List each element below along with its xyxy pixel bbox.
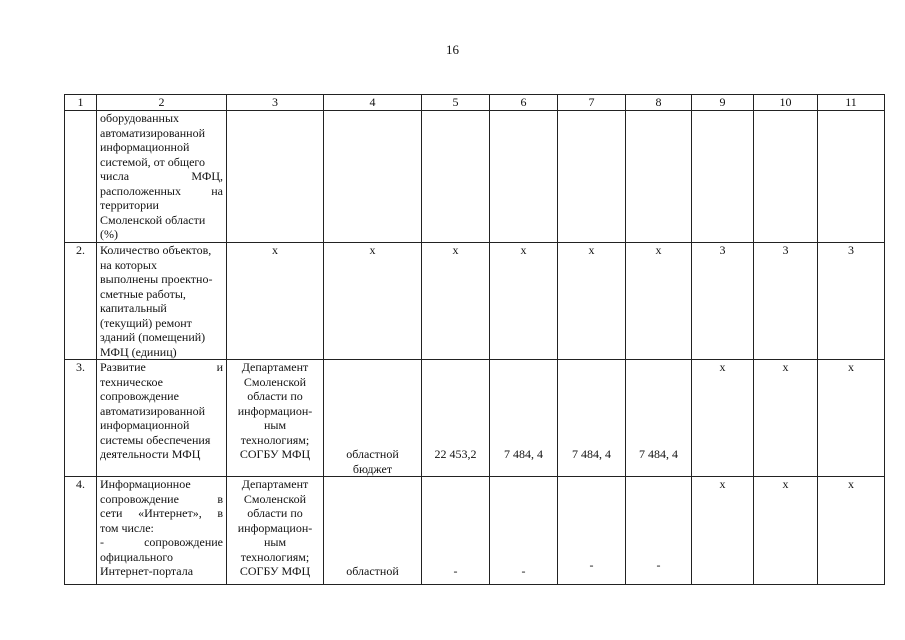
cell-x: х [626,243,692,360]
text-line: сопровождение [100,389,179,403]
activity-cell [97,360,227,477]
text-line: информационной [100,140,190,154]
indicator-cell [97,111,227,243]
text-line: (%) [100,227,118,241]
text-line: СОГБУ МФЦ [239,564,311,578]
text-line: Развитие и [100,360,223,374]
cell-x: х [490,243,558,360]
text-line: сметные работы, [100,286,186,301]
cell-value: 7 484, 4 [558,360,626,477]
text-line: - сопровождение [100,535,223,549]
cell-x: х [754,477,818,585]
text-line: числа МФЦ, [100,169,223,183]
text-line: автоматизированной [100,125,206,140]
cell-value: 7 484, 4 [626,360,692,477]
cell-x: х [324,243,422,360]
row-number-cell [65,111,97,243]
cell-x: х [692,360,754,477]
text-line: расположенных на [100,183,223,198]
header-cell: 4 [324,95,422,111]
text-line: зданий (помещений) [100,330,206,344]
activity-cell [97,477,227,585]
text-line: автоматизированной [100,403,206,418]
text-line: официального [100,549,173,564]
text-line: МФЦ (единиц) [100,344,177,359]
cell-x: х [558,243,626,360]
cell-x: х [754,360,818,477]
text-line: ным [263,418,287,432]
header-cell: 3 [227,95,324,111]
cell-value: - [422,477,490,585]
page-number: 16 [446,42,459,57]
header-cell: 1 [65,95,97,111]
indicator-cell [97,243,227,360]
cell-value: 7 484, 4 [490,360,558,477]
text-line: сети «Интернет», в [100,506,223,520]
text-line: том числе: [100,520,154,535]
cell-x: х [692,477,754,585]
text-line: бюджет [352,461,393,476]
funding-source-cell: областной [324,477,422,585]
cell-x: х [227,243,324,360]
cell-value: 3 [692,243,754,360]
text-line: Департамент [241,360,309,374]
text-line: ным [263,535,287,549]
header-cell: 11 [818,95,885,111]
cell-value: - [626,477,692,585]
header-cell: 6 [490,95,558,111]
text-line: СОГБУ МФЦ [239,447,311,461]
text-line: областной [346,447,399,461]
row-number-cell: 3. [65,360,97,477]
text-line: (текущий) ремонт [100,315,192,330]
text-line: информационной [100,418,190,432]
cell-x: х [422,243,490,360]
text-line: Количество объектов, [100,243,212,257]
text-line: техническое [100,374,163,389]
text-line: Смоленской области [100,212,206,227]
text-line: деятельности МФЦ [100,447,201,461]
text-line: области по [247,506,303,520]
text-line: Департамент [241,477,309,491]
text-line: территории [100,198,159,212]
text-line: капитальный [100,301,167,315]
header-cell: 10 [754,95,818,111]
text-line: Смоленской [243,374,307,389]
header-row [65,95,885,111]
header-cell: 9 [692,95,754,111]
header-cell: 7 [558,95,626,111]
table-row-continuation [65,111,885,243]
text-line: Информационное [100,477,191,491]
header-cell: 2 [97,95,227,111]
cell-value: 22 453,2 [422,360,490,477]
cell-value: - [490,477,558,585]
text-line: выполнены проектно- [100,272,213,286]
table-row-3 [65,360,885,477]
text-line: области по [247,389,303,403]
text-line: оборудованных [100,111,180,125]
text-line: информацион- [237,520,313,535]
text-line: системой, от общего [100,154,206,169]
funding-source-cell [324,360,422,477]
text-line: технологиям; [240,549,310,564]
row-number-cell: 2. [65,243,97,360]
cell-value: 3 [818,243,885,360]
program-table [64,94,885,585]
text-line: системы обеспечения [100,432,211,447]
cell-value: 3 [754,243,818,360]
text-line: информацион- [237,403,313,418]
header-cell: 5 [422,95,490,111]
executor-cell [227,360,324,477]
cell-x: х [818,360,885,477]
table-row-2 [65,243,885,360]
text-line: Интернет-портала [100,564,194,578]
cell-x: х [818,477,885,585]
executor-cell [227,477,324,585]
table-row-4 [65,477,885,585]
text-line: на которых [100,257,157,272]
cell-value: - [558,477,626,585]
header-cell: 8 [626,95,692,111]
text-line: сопровождение в [100,491,223,506]
text-line: Смоленской [243,491,307,506]
text-line: технологиям; [240,432,310,447]
row-number-cell: 4. [65,477,97,585]
